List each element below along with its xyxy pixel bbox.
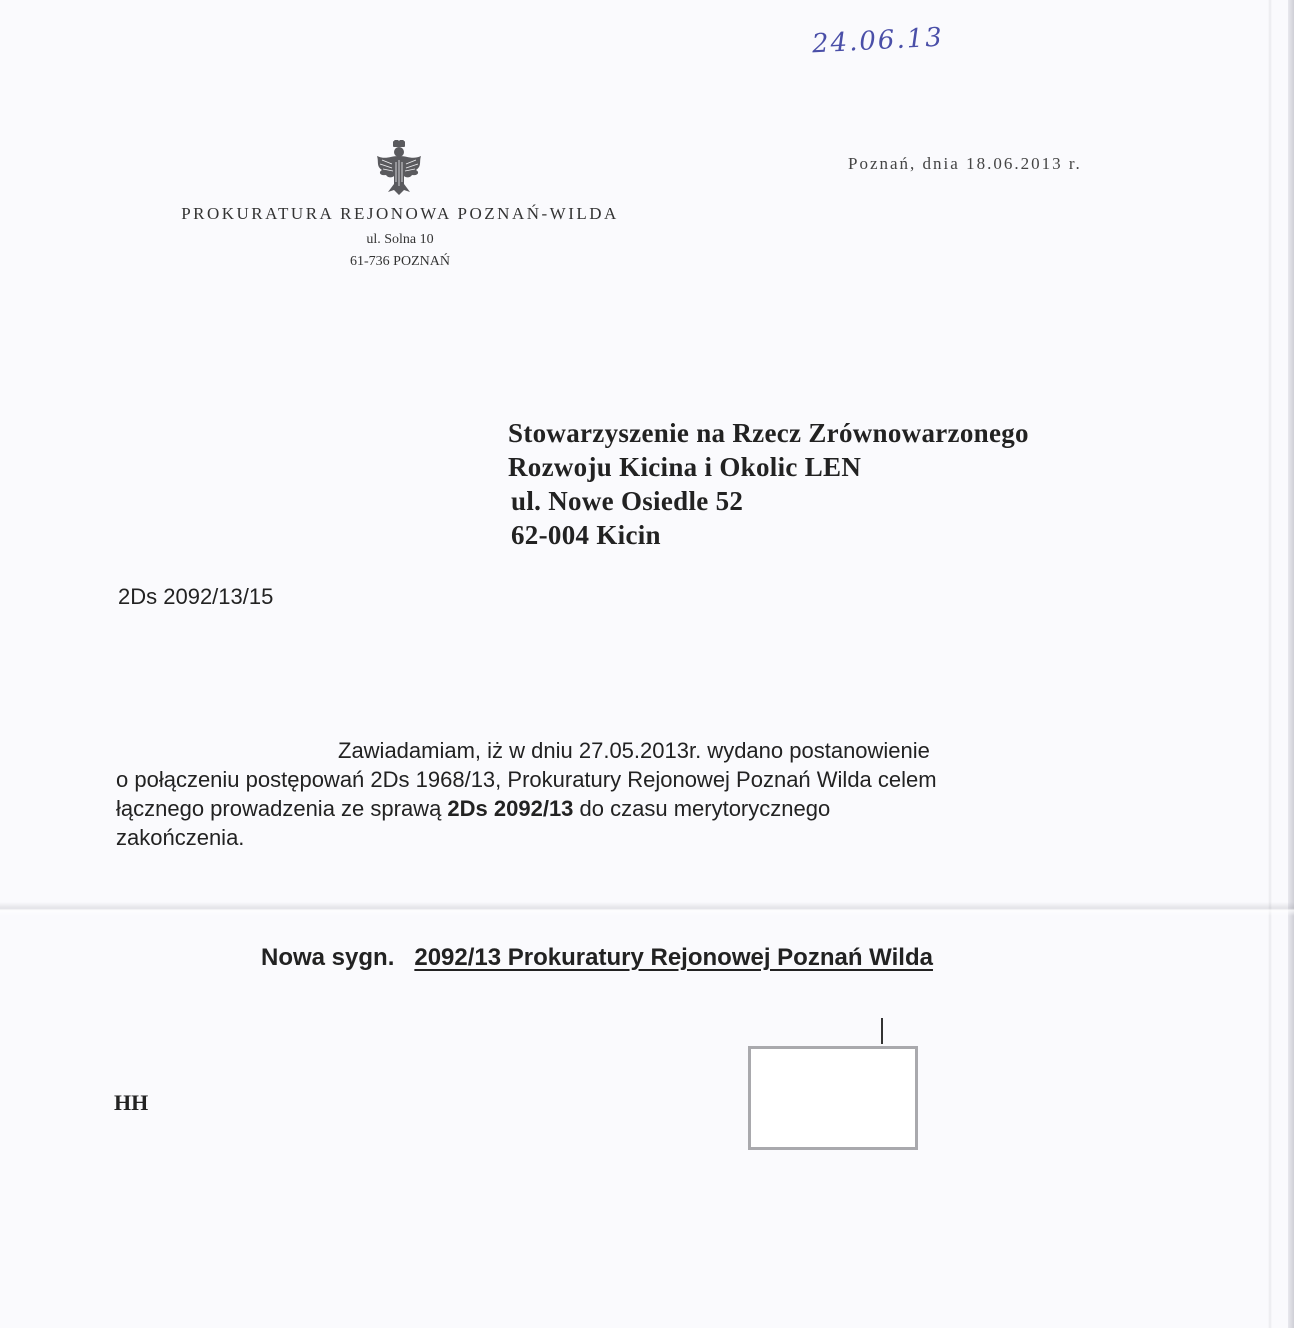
signature-tick-mark (881, 1018, 883, 1044)
body-line-3-start: łącznego prowadzenia ze sprawą (116, 796, 448, 821)
new-signature-line (261, 944, 933, 972)
sender-city: 61-736 POZNAŃ (350, 254, 450, 269)
case-number-bold: 2Ds 2092/13 (447, 796, 574, 821)
recipient-address (508, 416, 1029, 552)
sender-street: ul. Solna 10 (366, 232, 434, 247)
recipient-line-2: Rozwoju Kicina i Okolic LEN (508, 452, 862, 482)
new-signature-label: Nowa sygn. (261, 944, 395, 971)
recipient-line-1: Stowarzyszenie na Rzecz Zrównowarzonego (508, 418, 1029, 448)
sender-name: PROKURATURA REJONOWA POZNAŃ-WILDA (181, 204, 619, 223)
handwritten-date-note: 24.06.13 (811, 22, 945, 60)
body-line-4: zakończenia. (116, 825, 245, 850)
case-reference: 2Ds 2092/13/15 (118, 584, 274, 609)
new-signature-value: 2092/13 Prokuratury Rejonowej Poznań Wilda (414, 944, 933, 971)
vertical-fold-line (1268, 0, 1272, 1328)
body-line-3-end: do czasu merytorycznego (573, 796, 831, 821)
recipient-line-4: 62-004 Kicin (511, 520, 661, 550)
letter-date: Poznań, dnia 18.06.2013 r. (848, 154, 1082, 173)
horizontal-fold-line (0, 902, 1294, 916)
body-line-2: o połączeniu postępowań 2Ds 1968/13, Prokuratury Rejonowej Poznań Wilda celem (116, 767, 937, 792)
polish-eagle-emblem-icon (374, 140, 424, 196)
body-line-1: Zawiadamiam, iż w dniu 27.05.2013r. wydano postanowienie (338, 738, 930, 763)
author-initials: HH (114, 1090, 149, 1115)
recipient-line-3: ul. Nowe Osiedle 52 (511, 486, 744, 516)
body-line-3 (116, 794, 1126, 823)
sender-block (100, 204, 700, 270)
notice-body (116, 736, 1126, 852)
page-edge (1288, 0, 1294, 1328)
redacted-signature-box (748, 1046, 918, 1150)
